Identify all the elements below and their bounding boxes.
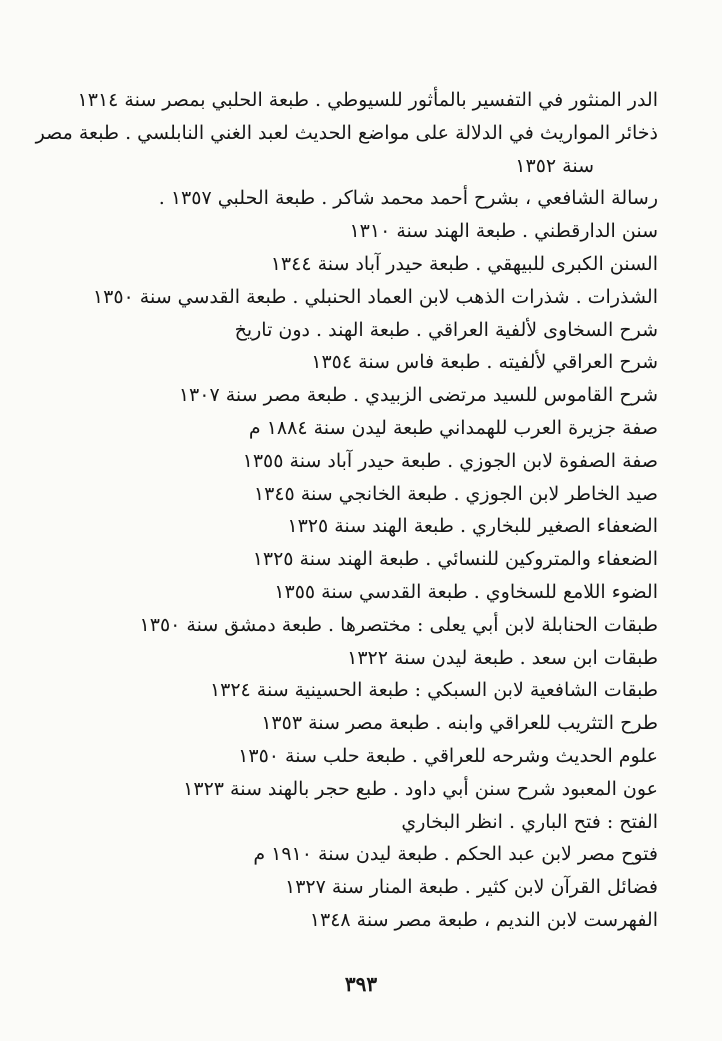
bibliography-entry: الضوء اللامع للسخاوي . طبعة القدسي سنة ١٣٥٥ [274, 580, 658, 603]
bibliography-entry: طبقات الحنابلة لابن أبي يعلى : مختصرها . طبعة دمشق سنة ١٣٥٠ [139, 613, 658, 636]
bibliography-entry: فتوح مصر لابن عبد الحكم . طبعة ليدن سنة ١٩١٠ م [253, 843, 658, 866]
bibliography-entry: شرح العراقي لألفيته . طبعة فاس سنة ١٣٥٤ [311, 351, 658, 374]
bibliography-entry: طرح التثريب للعراقي وابنه . طبعة مصر سنة ١٣٥٣ [261, 712, 658, 735]
bibliography-entry-continuation: سنة ١٣٥٢ [515, 154, 594, 177]
bibliography-entry: شرح القاموس للسيد مرتضى الزبيدي . طبعة مصر سنة ١٣٠٧ [178, 384, 658, 407]
bibliography-entry: طبقات ابن سعد . طبعة ليدن سنة ١٣٢٢ [347, 646, 658, 669]
bibliography-entry: طبقات الشافعية لابن السبكي : طبعة الحسينية سنة ١٣٢٤ [209, 679, 658, 702]
bibliography-entry: سنن الدارقطني . طبعة الهند سنة ١٣١٠ [349, 220, 658, 243]
bibliography-entry: الفتح : فتح الباري . انظر البخاري [401, 810, 658, 833]
bibliography-entry: السنن الكبرى للبيهقي . طبعة حيدر آباد سنة ١٣٤٤ [270, 252, 658, 275]
bibliography-entry: الضعفاء والمتروكين للنسائي . طبعة الهند سنة ١٣٢٥ [252, 548, 658, 571]
bibliography-entry: رسالة الشافعي ، بشرح أحمد محمد شاكر . طبعة الحلبي ١٣٥٧ . [158, 187, 658, 210]
bibliography-entry: الفهرست لابن النديم ، طبعة مصر سنة ١٣٤٨ [309, 908, 658, 931]
bibliography-entry: ذخائر المواريث في الدلالة على مواضع الحديث لعبد الغني النابلسي . طبعة مصر [35, 121, 658, 144]
bibliography-entry: عون المعبود شرح سنن أبي داود . طبع حجر بالهند سنة ١٣٢٣ [183, 777, 658, 800]
bibliography-list [35, 84, 658, 937]
bibliography-entry: علوم الحديث وشرحه للعراقي . طبعة حلب سنة ١٣٥٠ [238, 744, 658, 767]
bibliography-entry: صفة الصفوة لابن الجوزي . طبعة حيدر آباد سنة ١٣٥٥ [242, 449, 658, 472]
bibliography-entry: فضائل القرآن لابن كثير . طبعة المنار سنة ١٣٢٧ [285, 876, 658, 899]
bibliography-entry: الشذرات . شذرات الذهب لابن العماد الحنبلي . طبعة القدسي سنة ١٣٥٠ [92, 285, 658, 308]
page-number: ٣٩٣ [344, 972, 378, 996]
bibliography-entry: الدر المنثور في التفسير بالمأثور للسيوطي . طبعة الحلبي بمصر سنة ١٣١٤ [77, 89, 658, 111]
bibliography-entry: الضعفاء الصغير للبخاري . طبعة الهند سنة ١٣٢٥ [287, 515, 658, 538]
bibliography-entry: صفة جزيرة العرب للهمداني طبعة ليدن سنة ١٨٨٤ م [248, 416, 658, 439]
bibliography-entry: شرح السخاوى لألفية العراقي . طبعة الهند . دون تاريخ [234, 318, 658, 341]
bibliography-entry: صيد الخاطر لابن الجوزي . طبعة الخانجي سنة ١٣٤٥ [253, 482, 658, 505]
